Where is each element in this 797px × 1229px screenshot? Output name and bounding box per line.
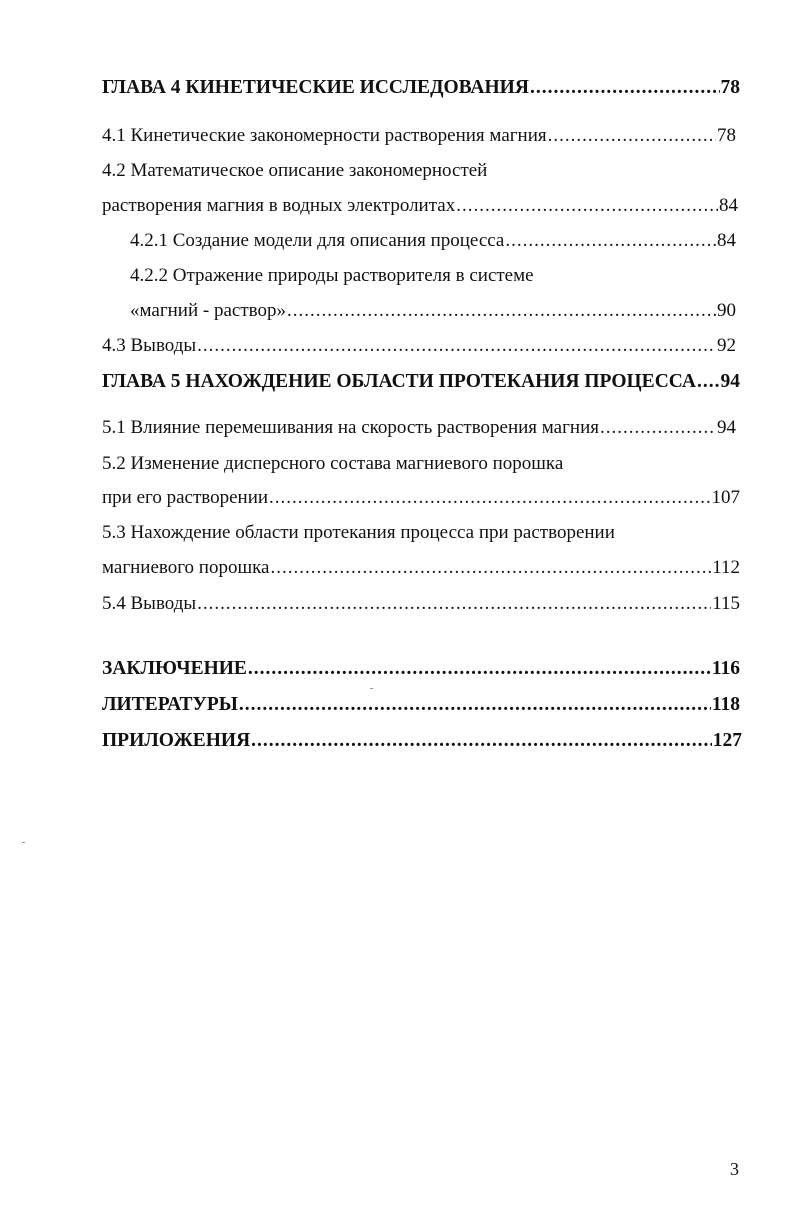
toc-entry-title: растворения магния в водных электролитах [102, 195, 456, 216]
toc-dot-leader [197, 334, 716, 358]
toc-section-5-3 [102, 556, 740, 580]
toc-page-number: 92 [717, 335, 736, 356]
toc-entry-title: магниевого порошка [102, 557, 270, 578]
toc-entry-title: ЛИТЕРАТУРЫ [102, 694, 238, 715]
toc-page-number: 90 [717, 300, 736, 321]
toc-page-number: 78 [720, 77, 740, 98]
toc-section-5-1 [102, 416, 736, 440]
toc-appendices [102, 729, 742, 753]
toc-section-4-2-1 [130, 229, 736, 253]
toc-dot-leader [505, 229, 716, 253]
toc-page-number: 116 [711, 658, 740, 679]
toc-section-5-3-title: 5.3 Нахождение области протекания процесса при растворении [102, 522, 615, 543]
toc-dot-leader [530, 76, 720, 100]
toc-dot-leader [456, 194, 718, 218]
toc-page-number: 118 [711, 694, 740, 715]
toc-page-number: 94 [720, 371, 740, 392]
page-number: 3 [730, 1159, 739, 1179]
scan-speck [370, 688, 373, 689]
scan-speck [22, 842, 25, 843]
toc-page-number: 84 [717, 230, 736, 251]
toc-entry-title: 5.1 Влияние перемешивания на скорость растворения магния [102, 417, 599, 438]
toc-dot-leader [287, 299, 716, 323]
toc-section-5-2 [102, 486, 740, 510]
toc-chapter-4 [102, 76, 740, 100]
toc-dot-leader [239, 693, 711, 717]
toc-dot-leader [697, 370, 720, 394]
toc-entry-title: ГЛАВА 4 КИНЕТИЧЕСКИЕ ИССЛЕДОВАНИЯ [102, 77, 529, 98]
toc-dot-leader [600, 416, 716, 440]
toc-section-4-2 [102, 194, 738, 218]
toc-entry-title: «магний - раствор» [130, 300, 286, 321]
toc-conclusion [102, 657, 740, 681]
toc-entry-title: 4.2.1 Создание модели для описания процесса [130, 230, 505, 251]
toc-section-5-2-title: 5.2 Изменение дисперсного состава магниевого порошка [102, 453, 564, 474]
toc-section-5-4 [102, 592, 740, 616]
toc-entry-title: ЗАКЛЮЧЕНИЕ [102, 658, 247, 679]
toc-dot-leader [248, 657, 711, 681]
toc-page-number: 115 [712, 593, 740, 614]
toc-dot-leader [269, 486, 710, 510]
toc-page-number: 78 [717, 125, 736, 146]
toc-section-4-3 [102, 334, 736, 358]
toc-page-number: 127 [712, 730, 742, 751]
toc-dot-leader [270, 556, 711, 580]
toc-page-number: 94 [717, 417, 736, 438]
toc-section-4-2-title: 4.2 Математическое описание закономерностей [102, 160, 488, 181]
toc-dot-leader [197, 592, 711, 616]
toc-section-4-2-2-title: 4.2.2 Отражение природы растворителя в системе [130, 265, 534, 286]
toc-dot-leader [251, 729, 712, 753]
toc-page-number: 107 [711, 487, 740, 508]
toc-chapter-5 [102, 370, 740, 394]
toc-section-4-1 [102, 124, 736, 148]
toc-page-number: 112 [712, 557, 740, 578]
toc-entry-title: 5.4 Выводы [102, 593, 197, 614]
toc-page-number: 84 [719, 195, 738, 216]
toc-entry-title: 4.3 Выводы [102, 335, 197, 356]
toc-entry-title: при его растворении [102, 487, 269, 508]
toc-literature [102, 693, 740, 717]
toc-entry-title: ГЛАВА 5 НАХОЖДЕНИЕ ОБЛАСТИ ПРОТЕКАНИЯ ПРОЦЕССА [102, 371, 696, 392]
toc-dot-leader [548, 124, 716, 148]
toc-entry-title: ПРИЛОЖЕНИЯ [102, 730, 251, 751]
toc-entry-title: 4.1 Кинетические закономерности растворения магния [102, 125, 547, 146]
toc-section-4-2-2 [130, 299, 736, 323]
